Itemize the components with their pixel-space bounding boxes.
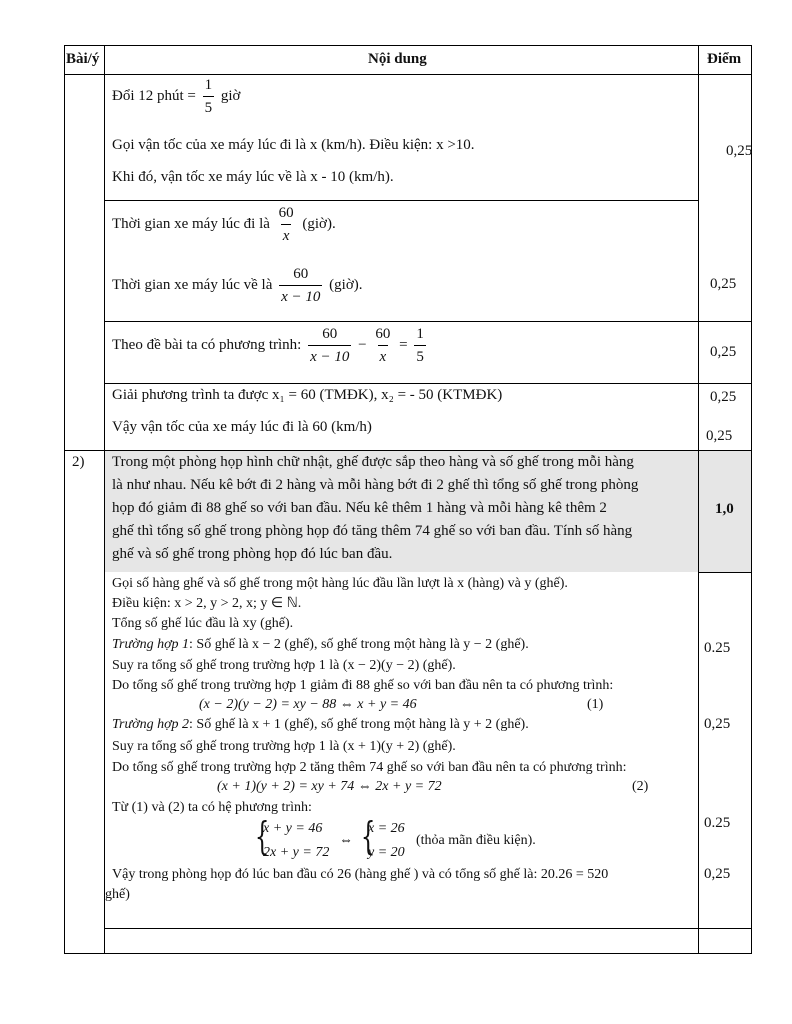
conclusion-line: Vậy vận tốc của xe máy lúc đi là 60 (km/h) [112, 419, 372, 435]
score: 0,25 [704, 716, 731, 732]
solution-step: Suy ra tổng số ghế trong trường hợp 1 là (x + 1)(y + 2) (ghế). [112, 739, 456, 754]
problem-text: ghế thì tổng số ghế trong phòng họp đó tăng thêm 74 ghế so với ban đầu. Tính số hàng [112, 523, 633, 539]
final-answer-cont: ghế) [105, 887, 130, 902]
row-divider [104, 383, 752, 384]
solution-step: Suy ra tổng số ghế trong trường hợp 1 là (x − 2)(y − 2) (ghế). [112, 658, 456, 673]
return-speed-line: Khi đó, vận tốc xe máy lúc về là x - 10 (km/h). [112, 169, 394, 185]
solution-step: Trường hợp 2: Số ghế là x + 1 (ghế), số ghế trong một hàng là y + 2 (ghế). [112, 717, 529, 732]
solution-step: Do tổng số ghế trong trường hợp 1 giảm đi 88 ghế so với ban đầu nên ta có phương trình: [112, 678, 614, 693]
speed-variable-line: Gọi vận tốc của xe máy lúc đi là x (km/h). Điều kiện: x >10. [112, 137, 475, 153]
system-result-y: y = 20 [368, 845, 405, 860]
equation-tag: (2) [632, 779, 649, 794]
condition-note: (thỏa mãn điều kiện). [416, 833, 536, 848]
table-border-left [64, 45, 65, 954]
score: 0.25 [704, 815, 731, 831]
problem-text: Trong một phòng họp hình chữ nhật, ghế được sắp theo hàng và số ghế trong mỗi hàng [112, 454, 634, 470]
system-result-x: x = 26 [368, 821, 405, 836]
score: 0,25 [704, 866, 731, 882]
solution-step: Điều kiện: x > 2, y > 2, x; y ∈ ℕ. [112, 596, 302, 611]
equation-tag: (1) [587, 697, 604, 712]
right-brace: { [360, 814, 376, 858]
problem-text: ghế và số ghế trong phòng họp đó lúc ban đầu. [112, 546, 393, 562]
score: 0,25 [726, 143, 753, 159]
row-divider [104, 928, 752, 929]
table-border-right [751, 45, 752, 954]
score: 0,25 [710, 344, 737, 360]
header-content-label: Nội dung [368, 51, 427, 67]
equation-1: (x − 2)(y − 2) = xy − 88 ⇔ x + y = 46 [199, 697, 417, 712]
solution-step: Trường hợp 1: Số ghế là x − 2 (ghế), số ghế trong một hàng là y − 2 (ghế). [112, 637, 529, 652]
conversion-line: Đổi 12 phút = $\frac{1}{5}$ giờ [112, 77, 241, 116]
problem-text: là như nhau. Nếu kê bớt đi 2 hàng và mỗi hàng bớt đi 2 ghế thì tổng số ghế trong phòng [112, 477, 639, 493]
score: 0.25 [704, 640, 731, 656]
row-divider [104, 321, 752, 322]
problem-text: họp đó giảm đi 88 ghế so với ban đầu. Nếu kê thêm 1 hàng và mỗi hàng kê thêm 2 [112, 500, 607, 516]
problem-score: 1,0 [715, 501, 734, 517]
table-border-bottom [64, 953, 752, 954]
solution-line: Giải phương trình ta được x₁ = 60 (TMĐK), x₂ = - 50 (KTMĐK) [112, 387, 503, 403]
solution-step: Từ (1) và (2) ta có hệ phương trình: [112, 800, 312, 815]
equation-line: Theo đề bài ta có phương trình: $\frac{60}{x - 10}$ − $\frac{60}{x}$ = $\frac{1}{5}$ [112, 326, 424, 365]
equivalence-symbol: ⇔ [339, 833, 353, 848]
time-back-line: Thời gian xe máy lúc về là $\frac{60}{x - 10}$ (giờ). [112, 266, 363, 305]
final-answer: Vậy trong phòng họp đó lúc ban đầu có 26 (hàng ghế ) và có tổng số ghế là: 20.26 = 520 [112, 867, 609, 882]
item-label: 2) [72, 454, 85, 470]
solution-step: Do tổng số ghế trong trường hợp 2 tăng thêm 74 ghế so với ban đầu nên ta có phương trình: [112, 760, 627, 775]
score: 0,25 [706, 428, 733, 444]
answer-table [64, 45, 752, 953]
system-eq-1: x + y = 46 [263, 821, 323, 836]
equation-2: (x + 1)(y + 2) = xy + 74 ⇔ 2x + y = 72 [217, 779, 442, 794]
row-divider [104, 200, 698, 201]
fraction-one-fifth: $\frac{1}{5}$ [204, 77, 213, 116]
solution-step: Gọi số hàng ghế và số ghế trong một hàng lúc đầu lần lượt là x (hàng) và y (ghế). [112, 576, 568, 591]
solution-step: Tổng số ghế lúc đầu là xy (ghế). [112, 616, 294, 631]
time-go-line: Thời gian xe máy lúc đi là $\frac{60}{x}$ (giờ). [112, 205, 336, 244]
score: 0,25 [710, 389, 737, 405]
table-border-top [64, 45, 752, 46]
row-divider [698, 572, 752, 573]
system-eq-2: 2x + y = 72 [263, 845, 330, 860]
header-item-label: Bài/ý [66, 51, 100, 67]
left-brace: { [254, 814, 270, 858]
score: 0,25 [710, 276, 737, 292]
header-score-label: Điểm [707, 51, 742, 67]
